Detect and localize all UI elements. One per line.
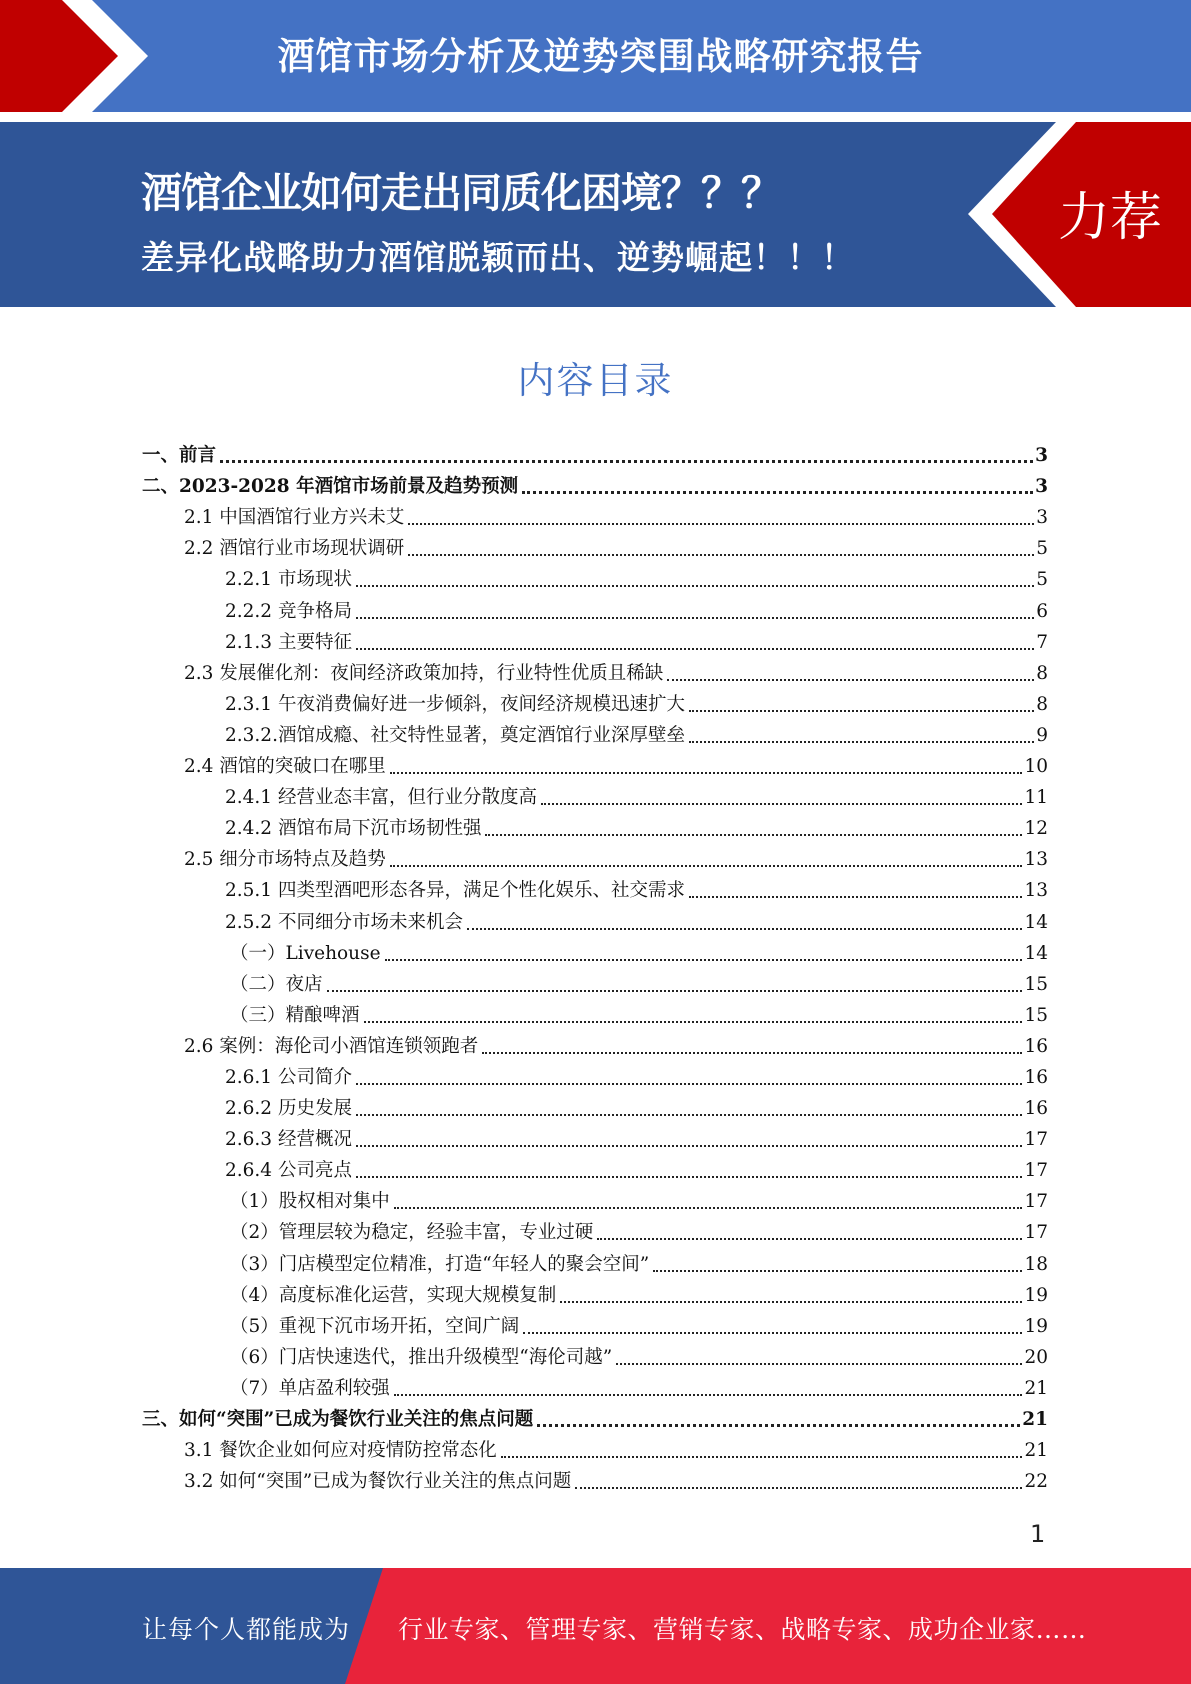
toc-entry[interactable] [142,997,1048,1028]
toc-entry-page: 15 [1024,973,1048,995]
toc-entry-page: 20 [1024,1346,1048,1368]
toc-entry-title: （二）夜店 [230,973,323,995]
toc-entry[interactable] [142,1401,1048,1432]
toc-entry-page: 11 [1024,787,1048,809]
toc-entry[interactable] [142,1370,1048,1401]
toc-entry-page: 21 [1022,1409,1048,1430]
toc-entry[interactable] [142,872,1048,903]
report-title: 酒馆市场分析及逆势突围战略研究报告 [277,35,924,78]
toc-entry-page: 12 [1024,818,1048,840]
toc-entry-title: （3）门店模型定位精准，打造“年轻人的聚会空间” [230,1253,650,1275]
dot-leader [327,990,1023,992]
toc-entry-title: 2.3 发展催化剂：夜间经济政策加持，行业特性优质且稀缺 [184,662,664,684]
dot-leader [220,460,1033,463]
toc-entry-page: 19 [1024,1284,1048,1306]
footer-slogan: 让每个人都能成为 [142,1615,351,1644]
toc-entry[interactable] [142,966,1048,997]
toc-entry-page: 13 [1024,880,1048,902]
toc-entry-title: （6）门店快速迭代，推出升级模型“海伦司越” [230,1346,613,1368]
hero-banner [0,122,1191,307]
toc-heading: 内容目录 [517,359,674,402]
toc-entry-title: 三、如何“突围”已成为餐饮行业关注的焦点问题 [142,1409,534,1430]
toc-entry[interactable] [142,935,1048,966]
toc-entry-page: 9 [1036,724,1048,746]
toc-entry-page: 16 [1024,1098,1048,1120]
dot-leader [560,1301,1022,1303]
dot-leader [689,710,1034,712]
dot-leader [356,648,1034,650]
toc-entry-title: 2.2 酒馆行业市场现状调研 [184,538,405,560]
dot-leader [482,1052,1022,1054]
toc-entry[interactable] [142,655,1048,686]
dot-leader [408,523,1034,525]
toc-entry[interactable] [142,1308,1048,1339]
dot-leader [522,491,1033,494]
toc-entry[interactable] [142,748,1048,779]
dot-leader [394,1207,1023,1209]
recommend-badge: 力荐 [1058,188,1163,248]
dot-leader [667,679,1034,681]
toc-entry-title: 一、前言 [142,445,217,467]
toc-entry-page: 3 [1035,476,1048,498]
dot-leader [485,834,1022,836]
toc-entry-title: 2.5 细分市场特点及趋势 [184,849,386,871]
toc-entry-title: 2.3.2.酒馆成瘾、社交特性显著，奠定酒馆行业深厚壁垒 [225,724,685,746]
toc-entry[interactable] [142,530,1048,561]
toc-entry-title: 2.1.3 主要特征 [225,631,352,653]
toc-entry[interactable] [142,468,1048,499]
dot-leader [356,1083,1023,1085]
top-banner [0,0,1191,112]
toc-entry-page: 17 [1024,1129,1048,1151]
toc-entry-page: 22 [1024,1471,1048,1493]
toc-entry-title: （1）股权相对集中 [230,1191,390,1213]
toc-entry[interactable] [142,592,1048,623]
dot-leader [575,1487,1022,1489]
toc-entry[interactable] [142,1090,1048,1121]
toc-entry-title: （2）管理层较为稳定，经验丰富，专业过硬 [230,1222,594,1244]
dot-leader [597,1238,1022,1240]
toc-entry-page: 3 [1036,507,1048,529]
toc-entry[interactable] [142,779,1048,810]
toc-entry-title: 2.2.1 市场现状 [225,569,352,591]
toc-entry-title: 2.4 酒馆的突破口在哪里 [184,756,386,778]
toc-entry[interactable] [142,1277,1048,1308]
toc-entry-title: 3.2 如何“突围”已成为餐饮行业关注的焦点问题 [184,1471,572,1493]
toc-entry[interactable] [142,717,1048,748]
toc-entry-page: 16 [1024,1066,1048,1088]
toc-entry-title: 2.2.2 竞争格局 [225,600,352,622]
dot-leader [653,1270,1022,1272]
toc-entry-title: 2.6.4 公司亮点 [225,1160,352,1182]
dot-leader [390,772,1023,774]
toc-entry-title: 2.6.1 公司简介 [225,1066,352,1088]
toc-entry-page: 5 [1036,538,1048,560]
toc-entry-page: 19 [1024,1315,1048,1337]
toc-entry-page: 6 [1036,600,1048,622]
toc-entry-page: 16 [1024,1035,1048,1057]
toc-entry-page: 18 [1024,1253,1048,1275]
hero-headline: 酒馆企业如何走出同质化困境？？？ [141,169,781,217]
toc-entry-title: （一）Livehouse [230,942,381,964]
toc-entry[interactable] [142,841,1048,872]
dot-leader [689,741,1034,743]
dot-leader [385,959,1023,961]
toc-entry-page: 3 [1035,445,1048,467]
toc-entry[interactable] [142,561,1048,592]
footer-banner [0,1568,1191,1684]
toc-entry[interactable] [142,1463,1048,1494]
toc-entry-page: 13 [1024,849,1048,871]
toc-entry[interactable] [142,499,1048,530]
dot-leader [501,1456,1023,1458]
dot-leader [616,1363,1022,1365]
dot-leader [390,865,1023,867]
toc-entry-page: 14 [1024,911,1048,933]
toc-entry-title: 2.5.1 四类型酒吧形态各异，满足个性化娱乐、社交需求 [225,880,685,902]
toc-entry-page: 5 [1036,569,1048,591]
toc-entry-title: （7）单店盈利较强 [230,1377,390,1399]
toc-entry-title: （5）重视下沉市场开拓，空间广阔 [230,1315,520,1337]
toc-entry-page: 17 [1024,1222,1048,1244]
dot-leader [364,1021,1023,1023]
toc-entry[interactable] [142,1339,1048,1370]
toc-entry-page: 17 [1024,1160,1048,1182]
toc-entry-title: （三）精酿啤酒 [230,1004,360,1026]
toc-entry[interactable] [142,1214,1048,1245]
dot-leader [356,1176,1023,1178]
toc-entry-title: 2.4.1 经营业态丰富，但行业分散度高 [225,787,537,809]
toc-entry-page: 8 [1036,693,1048,715]
toc-entry-title: 3.1 餐饮企业如何应对疫情防控常态化 [184,1440,497,1462]
hero-subheadline: 差异化战略助力酒馆脱颖而出、逆势崛起！！！ [141,238,855,277]
toc-entry[interactable] [142,686,1048,717]
table-of-contents [142,437,1048,1494]
dot-leader [356,1114,1023,1116]
toc-entry[interactable] [142,1432,1048,1463]
toc-entry-title: 二、2023-2028 年酒馆市场前景及趋势预测 [142,476,519,498]
toc-entry[interactable] [142,624,1048,655]
toc-entry[interactable] [142,1121,1048,1152]
toc-entry-title: 2.1 中国酒馆行业方兴未艾 [184,507,405,529]
toc-entry-title: 2.6 案例：海伦司小酒馆连锁领跑者 [184,1035,479,1057]
toc-entry-title: 2.5.2 不同细分市场未来机会 [225,911,463,933]
toc-entry-page: 21 [1024,1440,1048,1462]
dot-leader [689,896,1022,898]
toc-entry[interactable] [142,903,1048,934]
dot-leader [523,1332,1022,1334]
toc-entry-title: 2.6.2 历史发展 [225,1098,352,1120]
toc-entry-page: 21 [1024,1377,1048,1399]
dot-leader [408,554,1034,556]
toc-entry-page: 10 [1024,756,1048,778]
toc-entry[interactable] [142,1059,1048,1090]
dot-leader [537,1424,1020,1427]
toc-entry-title: 2.3.1 午夜消费偏好进一步倾斜，夜间经济规模迅速扩大 [225,693,685,715]
toc-entry-page: 8 [1036,662,1048,684]
toc-entry-page: 17 [1024,1191,1048,1213]
page-number: 1 [1030,1520,1046,1548]
dot-leader [467,928,1022,930]
dot-leader [394,1394,1023,1396]
toc-entry-page: 15 [1024,1004,1048,1026]
toc-entry[interactable] [142,1028,1048,1059]
toc-entry[interactable] [142,1183,1048,1214]
dot-leader [356,1145,1023,1147]
toc-entry-page: 7 [1036,631,1048,653]
toc-entry-title: （4）高度标准化运营，实现大规模复制 [230,1284,557,1306]
toc-entry[interactable] [142,1152,1048,1183]
dot-leader [356,585,1034,587]
toc-entry-title: 2.4.2 酒馆布局下沉市场韧性强 [225,818,482,840]
toc-entry[interactable] [142,437,1048,468]
toc-entry-title: 2.6.3 经营概况 [225,1129,352,1151]
toc-entry-page: 14 [1024,942,1048,964]
dot-leader [356,617,1034,619]
dot-leader [541,803,1022,805]
toc-entry[interactable] [142,1245,1048,1276]
footer-expert-list: 行业专家、管理专家、营销专家、战略专家、成功企业家…… [398,1615,1087,1644]
toc-entry[interactable] [142,810,1048,841]
